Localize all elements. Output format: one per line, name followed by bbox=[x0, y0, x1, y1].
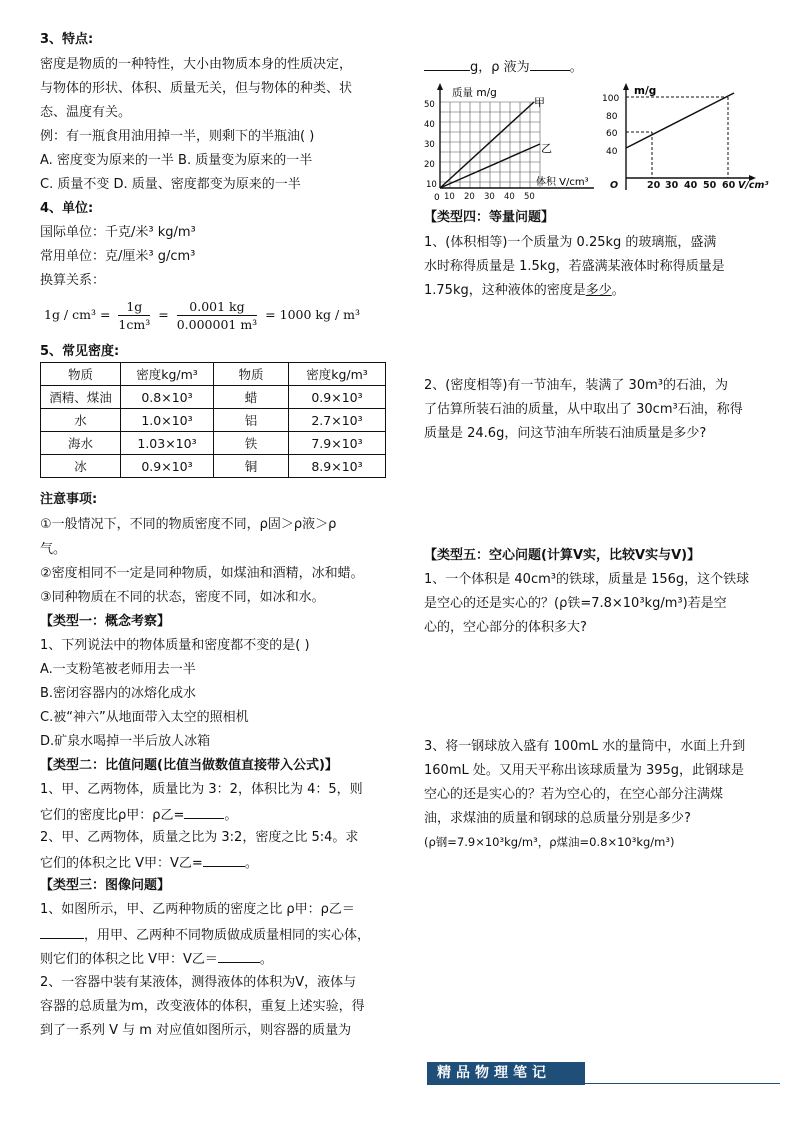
t2-q1b: 它们的密度比ρ甲：ρ乙= bbox=[40, 808, 185, 823]
t4-q2c: 质量是 24.6g，问这节油车所装石油质量是多少? bbox=[424, 426, 707, 441]
y-axis-arrow-icon bbox=[437, 83, 443, 90]
t4-q1c-line bbox=[424, 281, 625, 301]
density-table bbox=[40, 362, 386, 478]
t5-q1b: 是空心的还是实心的？(ρ铁=7.8×10³kg/m³)若是空 bbox=[424, 596, 727, 611]
formula-fraction-2 bbox=[177, 298, 257, 333]
s3-paragraph-1: 密度是物质的一种特性，大小由物质本身的性质决定， bbox=[40, 57, 353, 72]
type-3-title: 【类型三：图像问题】 bbox=[40, 878, 171, 893]
table-row bbox=[41, 409, 386, 432]
section-3-title: 3、特点: bbox=[40, 32, 94, 47]
footer-rule bbox=[585, 1083, 780, 1084]
t1-option-a: A.一支粉笔被老师用去一半 bbox=[40, 662, 196, 677]
formula-equals: = bbox=[158, 307, 169, 322]
graph2-ytick: 60 bbox=[606, 129, 618, 139]
table-cell: 蜡 bbox=[214, 386, 289, 409]
table-cell: 7.9×10³ bbox=[289, 432, 386, 455]
table-cell: 0.9×10³ bbox=[289, 386, 386, 409]
graph2-xtick: 20 bbox=[647, 180, 661, 191]
t5-q1c: 心的，空心部分的体积多大? bbox=[424, 620, 587, 635]
note-1a: ①一般情况下，不同的物质密度不同，ρ固＞ρ液＞ρ bbox=[40, 517, 337, 532]
answer-blank[interactable] bbox=[40, 924, 84, 939]
table-cell: 1.03×10³ bbox=[121, 432, 214, 455]
graph1-ytick: 40 bbox=[424, 120, 435, 130]
graph1-xtick: 50 bbox=[524, 192, 535, 202]
graph1-xtick: 20 bbox=[464, 192, 475, 202]
table-cell: 0.9×10³ bbox=[121, 455, 214, 478]
graph2-ytick: 40 bbox=[606, 147, 618, 157]
t2-q1a: 1、甲、乙两物体，质量比为 3：2，体积比为 4：5，则 bbox=[40, 782, 363, 797]
graph1-origin: 0 bbox=[434, 193, 440, 203]
graph2-origin: O bbox=[610, 180, 619, 191]
t4-q1b: 水时称得质量是 1.5kg，若盛满某液体时称得质量是 bbox=[424, 259, 725, 274]
t5-q3c: 空心的还是实心的？若为空心的，在空心部分注满煤 bbox=[424, 787, 724, 802]
table-header-cell: 物质 bbox=[41, 363, 121, 386]
t5-q1a: 1、一个体积是 40cm³的铁球，质量是 156g，这个铁球 bbox=[424, 572, 750, 587]
t3-q1a: 1、如图所示，甲、乙两种物质的密度之比 ρ甲：ρ乙＝ bbox=[40, 902, 355, 917]
answer-blank[interactable] bbox=[218, 948, 260, 963]
t3-q2c: 到了一系列 V 与 m 对应值如图所示，则容器的质量为 bbox=[40, 1023, 352, 1038]
graph2-ytick: 80 bbox=[606, 112, 618, 122]
s3-paragraph-2: 与物体的形状、体积、质量无关，但与物体的种类、状 bbox=[40, 81, 353, 96]
graph2-xlabel: V/cm³ bbox=[738, 180, 769, 191]
table-cell: 8.9×10³ bbox=[289, 455, 386, 478]
t5-q3e: (ρ钢=7.9×10³kg/m³，ρ煤油=0.8×10³kg/m³) bbox=[424, 835, 675, 849]
conversion-formula bbox=[44, 298, 360, 333]
section-4-title: 4、单位: bbox=[40, 201, 94, 216]
graph2-xtick: 50 bbox=[703, 180, 717, 191]
formula-f2-numerator: 0.001 kg bbox=[177, 298, 257, 316]
note-1b: 气。 bbox=[40, 542, 67, 557]
graph1-label-jia: 甲 bbox=[534, 96, 545, 109]
top-line-end: 。 bbox=[569, 60, 583, 75]
t3-q1b: ，用甲、乙两种不同物质做成质量相同的实心体， bbox=[84, 928, 371, 943]
t4-q2a: 2、(密度相等)有一节油车，装满了 30m³的石油，为 bbox=[424, 378, 728, 393]
top-continuation-line bbox=[424, 56, 583, 78]
table-cell: 水 bbox=[41, 409, 121, 432]
s3-options-cd: C. 质量不变 D. 质量、密度都变为原来的一半 bbox=[40, 177, 301, 192]
formula-f1-denominator: 1cm³ bbox=[118, 317, 151, 332]
table-cell: 铜 bbox=[214, 455, 289, 478]
y-axis-arrow-icon bbox=[623, 83, 629, 90]
top-line-mid: g，ρ 液为 bbox=[470, 60, 530, 75]
graph2-xtick: 60 bbox=[722, 180, 736, 191]
t1-option-d: D.矿泉水喝掉一半后放人冰箱 bbox=[40, 734, 211, 749]
t5-q3a: 3、将一钢球放入盛有 100mL 水的量筒中，水面上升到 bbox=[424, 739, 746, 754]
graph1-ytick: 10 bbox=[426, 180, 437, 190]
t4-q1a: 1、(体积相等)一个质量为 0.25kg 的玻璃瓶，盛满 bbox=[424, 235, 717, 250]
graph2-xticks bbox=[610, 180, 780, 194]
s3-paragraph-3: 态、温度有关。 bbox=[40, 105, 132, 120]
graph1-xlabel: 体积 V/cm³ bbox=[536, 177, 589, 188]
graph1-xtick: 30 bbox=[484, 192, 495, 202]
t5-q3d: 油，求煤油的质量和钢球的总质量分别是多少? bbox=[424, 811, 691, 826]
footer-label: 精品物理笔记 bbox=[427, 1062, 585, 1085]
t5-q3b: 160mL 处。又用天平称出该球质量为 395g，此钢球是 bbox=[424, 763, 745, 778]
graph1-label-yi: 乙 bbox=[541, 142, 552, 155]
formula-f2-denominator: 0.000001 m³ bbox=[176, 317, 258, 332]
table-cell: 酒精、煤油 bbox=[41, 386, 121, 409]
answer-blank[interactable] bbox=[424, 56, 470, 71]
table-row bbox=[41, 455, 386, 478]
unit-conversion-label: 换算关系： bbox=[40, 273, 106, 288]
table-cell: 0.8×10³ bbox=[121, 386, 214, 409]
note-3: ③同种物质在不同的状态，密度不同，如冰和水。 bbox=[40, 590, 325, 605]
t3-q2a: 2、一容器中装有某液体，测得液体的体积为V，液体与 bbox=[40, 975, 357, 990]
t3-q1c: 则它们的体积之比 V甲：V乙＝ bbox=[40, 952, 218, 967]
graph1-ytick: 30 bbox=[424, 140, 435, 150]
note-2: ②密度相同不一定是同种物质，如煤油和酒精，冰和蜡。 bbox=[40, 566, 364, 581]
t4-q2b: 了估算所装石油的质量，从中取出了 30cm³石油，称得 bbox=[424, 402, 743, 417]
t2-q2b: 它们的体积之比 V甲：V乙= bbox=[40, 856, 203, 871]
t2-q1b-line: 它们的密度比ρ甲：ρ乙= 。 bbox=[40, 804, 237, 826]
graph2-xtick: 40 bbox=[684, 180, 698, 191]
graph1-ylabel: 质量 m/g bbox=[452, 87, 497, 99]
notes-title: 注意事项: bbox=[40, 492, 98, 507]
t2-q2a: 2、甲、乙两物体，质量之比为 3:2，密度之比 5:4。求 bbox=[40, 830, 359, 845]
answer-blank[interactable] bbox=[203, 852, 245, 867]
t1-question: 1、下列说法中的物体质量和密度都不变的是( ) bbox=[40, 638, 310, 653]
unit-international: 国际单位：千克/米³ kg/m³ bbox=[40, 225, 196, 240]
formula-fraction-1 bbox=[118, 298, 150, 333]
type-4-title: 【类型四：等量问题】 bbox=[424, 210, 555, 225]
table-row bbox=[41, 386, 386, 409]
graph1-xticks bbox=[424, 192, 554, 204]
table-cell: 冰 bbox=[41, 455, 121, 478]
graph2-xtick: 30 bbox=[665, 180, 679, 191]
table-row bbox=[41, 432, 386, 455]
table-cell: 1.0×10³ bbox=[121, 409, 214, 432]
table-header-row bbox=[41, 363, 386, 386]
graph2-ylabel: m/g bbox=[634, 85, 657, 97]
graph2-ytick: 100 bbox=[602, 94, 620, 104]
unit-common: 常用单位：克/厘米³ g/cm³ bbox=[40, 249, 196, 264]
data-line bbox=[626, 93, 734, 148]
table-cell: 海水 bbox=[41, 432, 121, 455]
graph1-xtick: 40 bbox=[504, 192, 515, 202]
table-cell: 铝 bbox=[214, 409, 289, 432]
type-1-title: 【类型一：概念考察】 bbox=[40, 614, 171, 629]
t3-q1b-line bbox=[40, 924, 370, 946]
answer-blank[interactable] bbox=[184, 804, 224, 819]
t4-q1c-underlined: 多少 bbox=[585, 283, 612, 298]
answer-blank[interactable] bbox=[530, 56, 570, 71]
t3-q1c-line: 则它们的体积之比 V甲：V乙＝ 。 bbox=[40, 948, 273, 970]
t1-option-b: B.密闭容器内的冰熔化成水 bbox=[40, 686, 197, 701]
section-5-title: 5、常见密度: bbox=[40, 344, 120, 359]
formula-f1-numerator: 1g bbox=[118, 298, 150, 316]
graph1-ytick: 50 bbox=[424, 100, 435, 110]
graph1-ytick: 20 bbox=[424, 160, 435, 170]
table-header-cell: 物质 bbox=[214, 363, 289, 386]
density-graph-1 bbox=[424, 82, 604, 203]
t4-q1c: 1.75kg，这种液体的密度是 bbox=[424, 283, 586, 298]
formula-lhs: 1g / cm³ = bbox=[44, 307, 111, 322]
t1-option-c: C.被“神六”从地面带入太空的照相机 bbox=[40, 710, 249, 725]
table-header-cell: 密度kg/m³ bbox=[121, 363, 214, 386]
s3-example: 例：有一瓶食用油用掉一半，则剩下的半瓶油( ) bbox=[40, 129, 315, 144]
s3-options-ab: A. 密度变为原来的一半 B. 质量变为原来的一半 bbox=[40, 153, 313, 168]
type-2-title: 【类型二：比值问题(比值当做数值直接带入公式)】 bbox=[40, 758, 338, 773]
graph1-xtick: 10 bbox=[444, 192, 455, 202]
formula-rhs: = 1000 kg / m³ bbox=[265, 307, 361, 322]
t4-q1c-end: 。 bbox=[611, 283, 625, 298]
table-header-cell: 密度kg/m³ bbox=[289, 363, 386, 386]
type-5-title: 【类型五：空心问题(计算V实，比较V实与V)】 bbox=[424, 548, 701, 563]
t3-q2b: 容器的总质量为m，改变液体的体积，重复上述实验，得 bbox=[40, 999, 365, 1014]
table-cell: 铁 bbox=[214, 432, 289, 455]
table-cell: 2.7×10³ bbox=[289, 409, 386, 432]
mass-volume-graph-2 bbox=[602, 82, 774, 194]
t2-q2b-line: 它们的体积之比 V甲：V乙= 。 bbox=[40, 852, 258, 874]
